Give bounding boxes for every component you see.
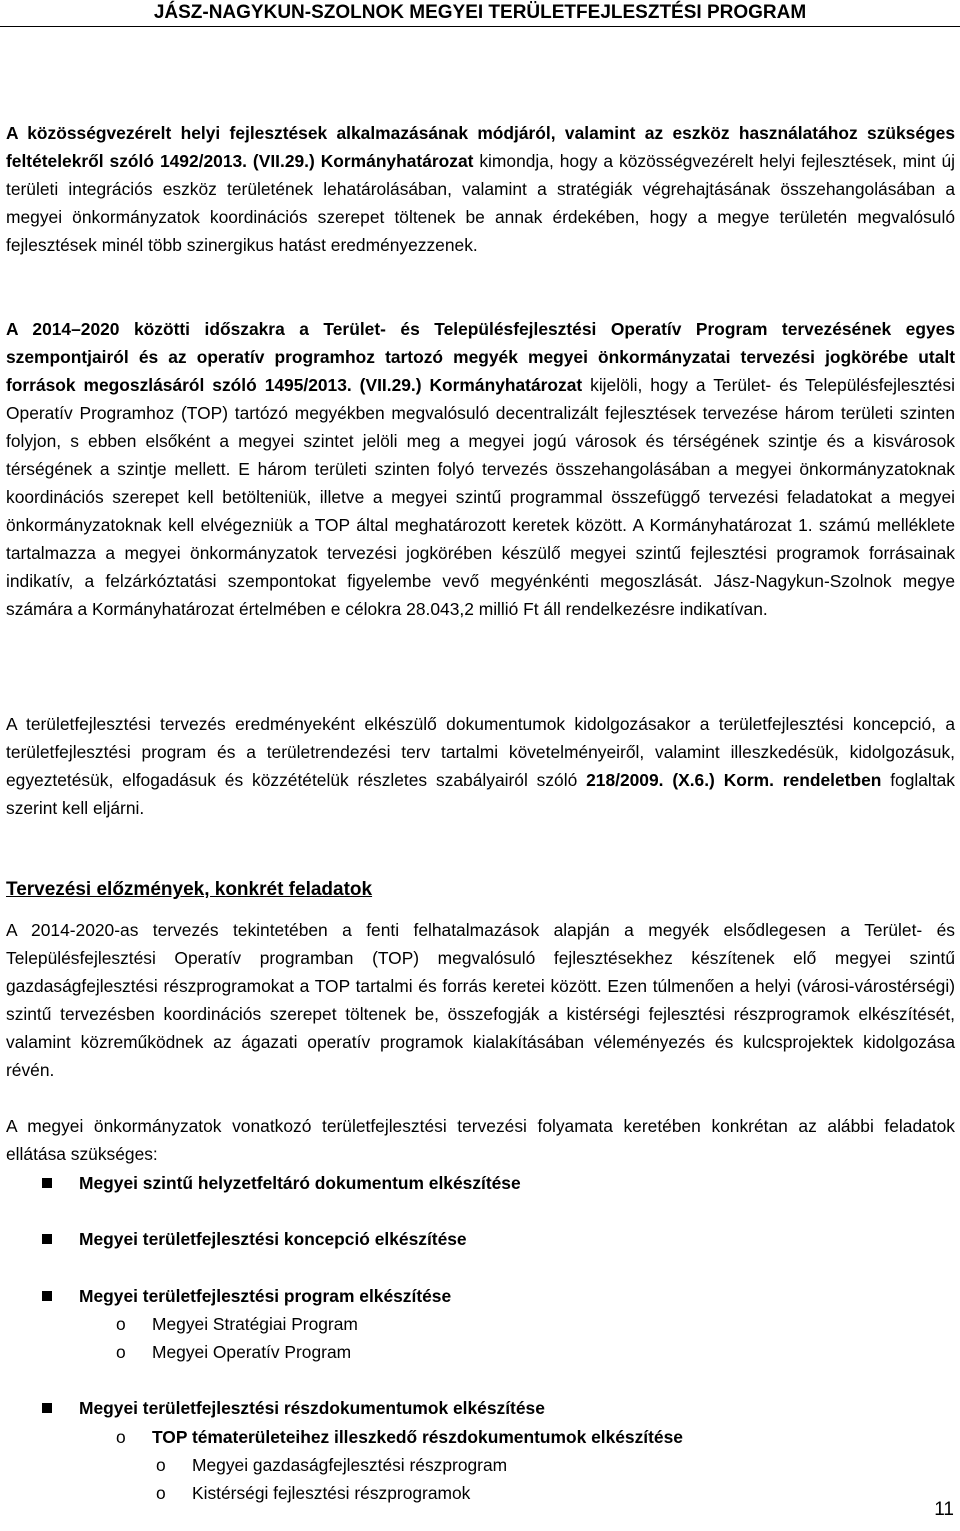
bullet-item-label: Megyei területfejlesztési részdokumentumok elkészítése [79, 1398, 545, 1418]
sub-item-label: Megyei gazdaságfejlesztési részprogram [192, 1455, 508, 1475]
square-bullet-icon [42, 1291, 52, 1301]
circle-bullet-icon: o [156, 1455, 166, 1475]
regulation-reference: 218/2009. (X.6.) Korm. rendeletben [586, 770, 882, 790]
paragraph-cld-decree [6, 119, 955, 259]
bullet-item-label: Megyei szintű helyzetfeltáró dokumentum elkészítése [79, 1173, 521, 1193]
paragraph-top-decree [6, 315, 955, 623]
circle-bullet-icon: o [116, 1314, 126, 1334]
square-bullet-icon [42, 1234, 52, 1244]
bullet-item-label: Megyei területfejlesztési koncepció elkészítése [79, 1229, 467, 1249]
bullet-item-label: Megyei területfejlesztési program elkészítése [79, 1286, 452, 1306]
paragraph-planning-text: A területfejlesztési tervezés eredményeként elkészülő dokumentumok kidolgozásakor a területfejlesztési koncepció, a területfejlesztési program és a területrendezési terv tartalmi követelményeiről, valamint illeszkedésük, kidolgozásuk, egyeztetésük, elfogadásuk és közzétételük részletes szabályairól szóló [6, 714, 955, 790]
page-number: 11 [934, 1499, 954, 1520]
paragraph-top-body: kijelöli, hogy a Terület- és Településfejlesztési Operatív Programhoz (TOP) tartózó megyékben megvalósuló decentralizált fejlesztések tervezése három területi szinten folyjon, s ebben elsőként a megyei szintet jelöli meg a megyei jogú városok és térségének szintje és a kisvárosok térségének a szintje mellett. E három területi szinten folyó tervezés összehangolásában a megyei önkormányzatoknak koordinációs szerepet kell betölteniük, illetve a megyei szintű programmal összefüggő tervezési feladatokat a megyei önkormányzatoknak kell elvégezniük a TOP által meghatározott keretek között. A Kormányhatározat 1. számú melléklete tartalmazza a megyei önkormányzatok tervezési jogkörében készülő megyei szintű fejlesztési programok forrásainak indikatív, a felzárkóztatási szempontokat figyelembe vevő megyénkénti megoszlását. Jász-Nagykun-Szolnok megye számára a Kormányhatározat értelmében e célokra 28.043,2 millió Ft áll rendelkezésre indikatívan. [6, 375, 955, 619]
section-heading: Tervezési előzmények, konkrét feladatok [6, 879, 373, 900]
sub-item-label: Kistérségi fejlesztési részprogramok [192, 1483, 471, 1503]
paragraph-planning-rest: foglaltak szerint kell eljárni. [6, 770, 955, 818]
sub-item-label: Megyei Stratégiai Program [152, 1314, 358, 1334]
square-bullet-icon [42, 1178, 52, 1188]
paragraph-background: A 2014-2020-as tervezés tekintetében a fenti felhatalmazások alapján a megyék elsődlegesen a Terület- és Településfejlesztési Operatív programban (TOP) megvalósuló fejlesztésekhez készítenek elő megyei szintű gazdaságfejlesztési részprogramokat a TOP tartalmi és forrás keretei között. Ezen túlmenően a helyi (városi-várostérségi) szintű tervezésben koordinációs szerepet töltenek be, összefogják a kistérségi fejlesztési részprogramok elkészítését, valamint közreműködnek az ágazati operatív programok kialakításában véleményezés és kulcsprojektek kidolgozása révén. [6, 920, 955, 1080]
decree-title-1495: A 2014–2020 közötti időszakra a Terület- és Településfejlesztési Operatív Program tervezésének egyes szempontjairól és az operatív programhoz tartozó megyék megyei önkormányzatai tervezési jogkörébe utalt források megoszlásáról szóló 1495/2013. (VII.29.) Kormányhatározat [6, 319, 955, 395]
sub-item-label: Megyei Operatív Program [152, 1342, 352, 1362]
circle-bullet-icon: o [116, 1342, 126, 1362]
decree-title-1492: A közösségvezérelt helyi fejlesztések alkalmazásának módjáról, valamint az eszköz használatához szükséges feltételekről szóló 1492/2013. (VII.29.) Kormányhatározat [6, 123, 955, 171]
paragraph-cld-body: kimondja, hogy a közösségvezérelt helyi fejlesztések, mint új területi integrációs eszköz területének lehatárolásában, valamint a stratégiák végrehajtásának összehangolásában a megyei önkormányzatok koordinációs szerepet töltenek be annak érdekében, hogy a megye területén megvalósuló fejlesztések minél több szinergikus hatást eredményezzenek. [6, 151, 955, 255]
paragraph-planning-rules [6, 710, 955, 822]
square-bullet-icon [42, 1403, 52, 1413]
running-header: JÁSZ-NAGYKUN-SZOLNOK MEGYEI TERÜLETFEJLESZTÉSI PROGRAM [0, 0, 960, 27]
sub-item-label: TOP tématerületeihez illeszkedő részdokumentumok elkészítése [152, 1427, 683, 1447]
circle-bullet-icon: o [116, 1427, 126, 1447]
paragraph-tasks-intro: A megyei önkormányzatok vonatkozó területfejlesztési tervezési folyamata keretében konkrétan az alábbi feladatok ellátása szükséges: [6, 1116, 955, 1164]
circle-bullet-icon: o [156, 1483, 166, 1503]
